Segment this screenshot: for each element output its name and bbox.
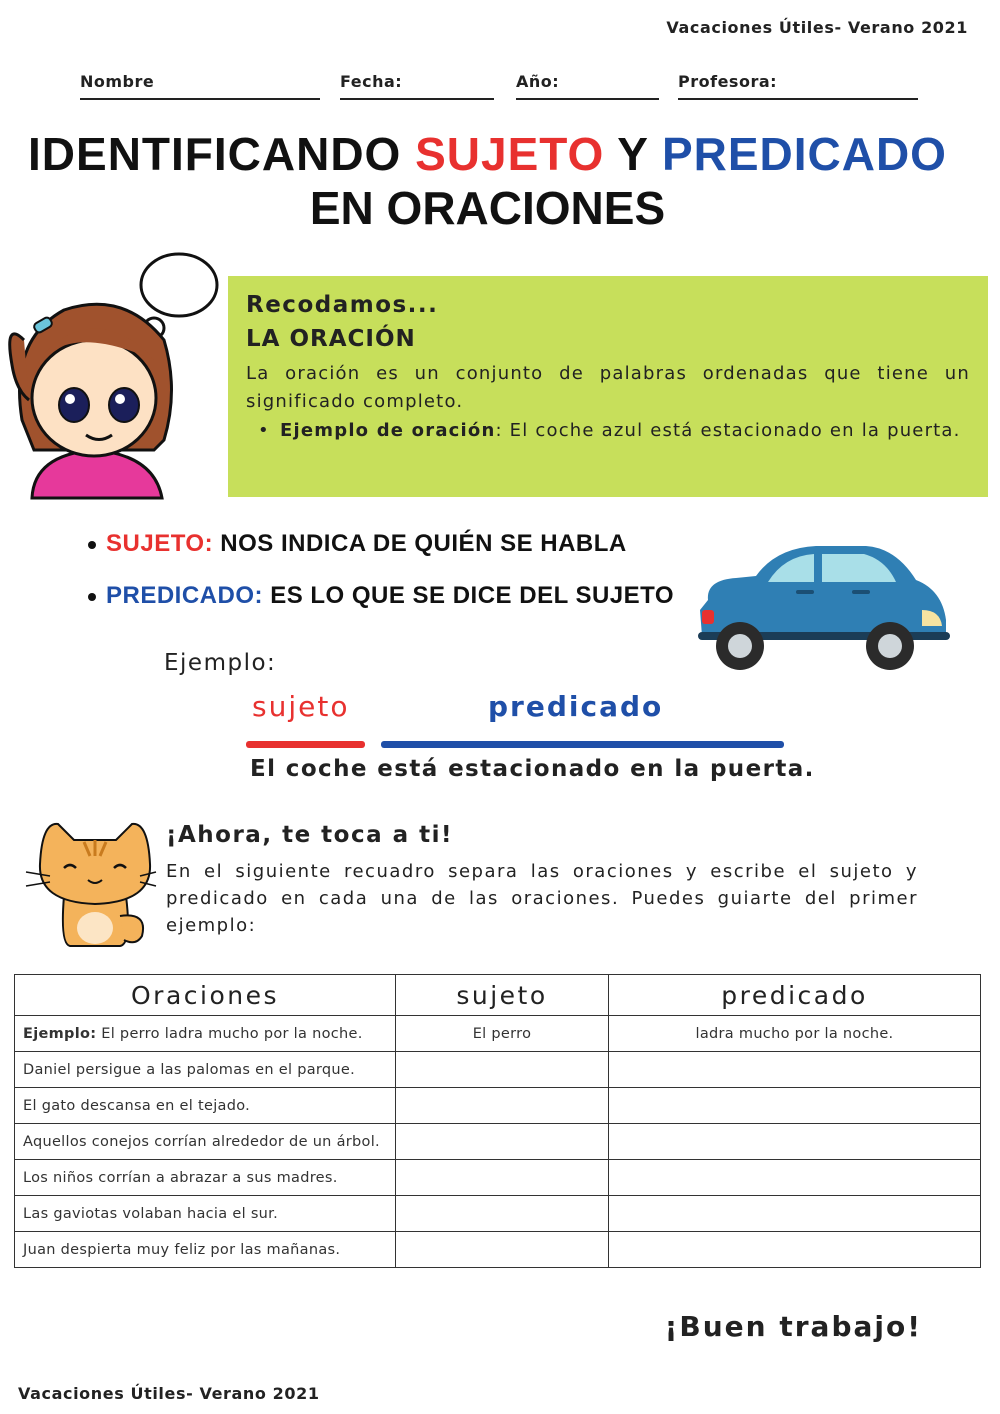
page-title-line2: EN ORACIONES [309,182,666,234]
title-word-identificando: IDENTIFICANDO [28,128,402,180]
predicado-underline [381,741,784,748]
car-icon [696,540,952,672]
sujeto-answer-cell[interactable] [396,1160,609,1196]
sujeto-underline [246,741,365,748]
name-label: Nombre [80,72,155,91]
teacher-label: Profesora: [678,72,778,91]
predicado-answer-cell[interactable] [609,1124,981,1160]
teacher-field[interactable] [678,72,918,100]
table-row [15,1052,981,1088]
predicado-answer-cell[interactable] [609,1052,981,1088]
closing-message: ¡Buen trabajo! [664,1310,922,1343]
sujeto-answer-cell[interactable] [396,1232,609,1268]
title-word-predicado: PREDICADO [661,128,947,180]
sujeto-concept-text: NOS INDICA DE QUIÉN SE HABLA [220,530,627,557]
sentence-cell: Daniel persigue a las palomas en el parque. [15,1052,396,1088]
name-field[interactable] [80,72,320,100]
date-label: Fecha: [340,72,403,91]
activity-instructions: En el siguiente recuadro separa las oraciones y escribe el sujeto y predicado en cada una de las oraciones. Puedes guiarte del primer ejemplo: [166,861,918,936]
example-label: Ejemplo de oración [280,420,496,441]
sujeto-concept-label: SUJETO: [106,530,214,557]
recap-example [258,416,970,445]
predicado-concept-label: PREDICADO: [106,582,264,609]
table-row [15,1196,981,1232]
header-sujeto: sujeto [396,975,609,1016]
example-sujeto-label: sujeto [252,690,350,723]
sentence-cell: Juan despierta muy feliz por las mañanas. [15,1232,396,1268]
example-heading: Ejemplo: [164,650,277,676]
sentence-cell: Los niños corrían a abrazar a sus madres. [15,1160,396,1196]
title-word-sujeto: SUJETO [415,128,605,180]
activity-heading: ¡Ahora, te toca a ti! [166,822,454,848]
example-predicado-label: predicado [488,690,664,723]
bullet-icon [88,593,96,601]
example-sujeto-cell: El perro [396,1016,609,1052]
page-title [0,128,975,180]
recap-subheading: LA ORACIÓN [246,326,416,352]
sujeto-answer-cell[interactable] [396,1196,609,1232]
date-field[interactable] [340,72,494,100]
table-example-row [15,1016,981,1052]
header-predicado: predicado [609,975,981,1016]
predicado-answer-cell[interactable] [609,1232,981,1268]
title-word-y: Y [617,128,649,180]
table-row [15,1088,981,1124]
worksheet-table [14,974,981,1268]
header-oraciones: Oraciones [15,975,396,1016]
sujeto-concept [88,530,627,558]
table-row [15,1232,981,1268]
predicado-concept [88,582,674,610]
sujeto-answer-cell[interactable] [396,1052,609,1088]
bullet-icon: • [258,420,270,441]
example-sentence-cell [15,1016,396,1052]
example-sentence: El coche está estacionado en la puerta. [250,756,815,782]
predicado-concept-text: ES LO QUE SE DICE DEL SUJETO [270,582,675,609]
sentence-cell: El gato descansa en el tejado. [15,1088,396,1124]
bullet-icon [88,541,96,549]
sentence-cell: Aquellos conejos corrían alrededor de un árbol. [15,1124,396,1160]
footer-course-label: Vacaciones Útiles- Verano 2021 [18,1384,320,1403]
recap-heading: Recodamos... [246,292,439,318]
example-row-sentence: El perro ladra mucho por la noche. [96,1025,363,1042]
predicado-answer-cell[interactable] [609,1088,981,1124]
table-row [15,1124,981,1160]
sujeto-answer-cell[interactable] [396,1124,609,1160]
predicado-answer-cell[interactable] [609,1196,981,1232]
example-text: : El coche azul está estacionado en la puerta. [495,420,961,441]
example-prefix: Ejemplo: [23,1025,97,1042]
header-course-label: Vacaciones Útiles- Verano 2021 [666,18,968,37]
sentence-cell: Las gaviotas volaban hacia el sur. [15,1196,396,1232]
year-field[interactable] [516,72,659,100]
cat-icon [20,816,160,950]
recap-definition: La oración es un conjunto de palabras ordenadas que tiene un significado completo. [246,363,970,412]
year-label: Año: [516,72,560,91]
table-header-row [15,975,981,1016]
predicado-answer-cell[interactable] [609,1160,981,1196]
example-predicado-cell: ladra mucho por la noche. [609,1016,981,1052]
girl-thinking-icon [4,250,224,500]
sujeto-answer-cell[interactable] [396,1088,609,1124]
table-row [15,1160,981,1196]
